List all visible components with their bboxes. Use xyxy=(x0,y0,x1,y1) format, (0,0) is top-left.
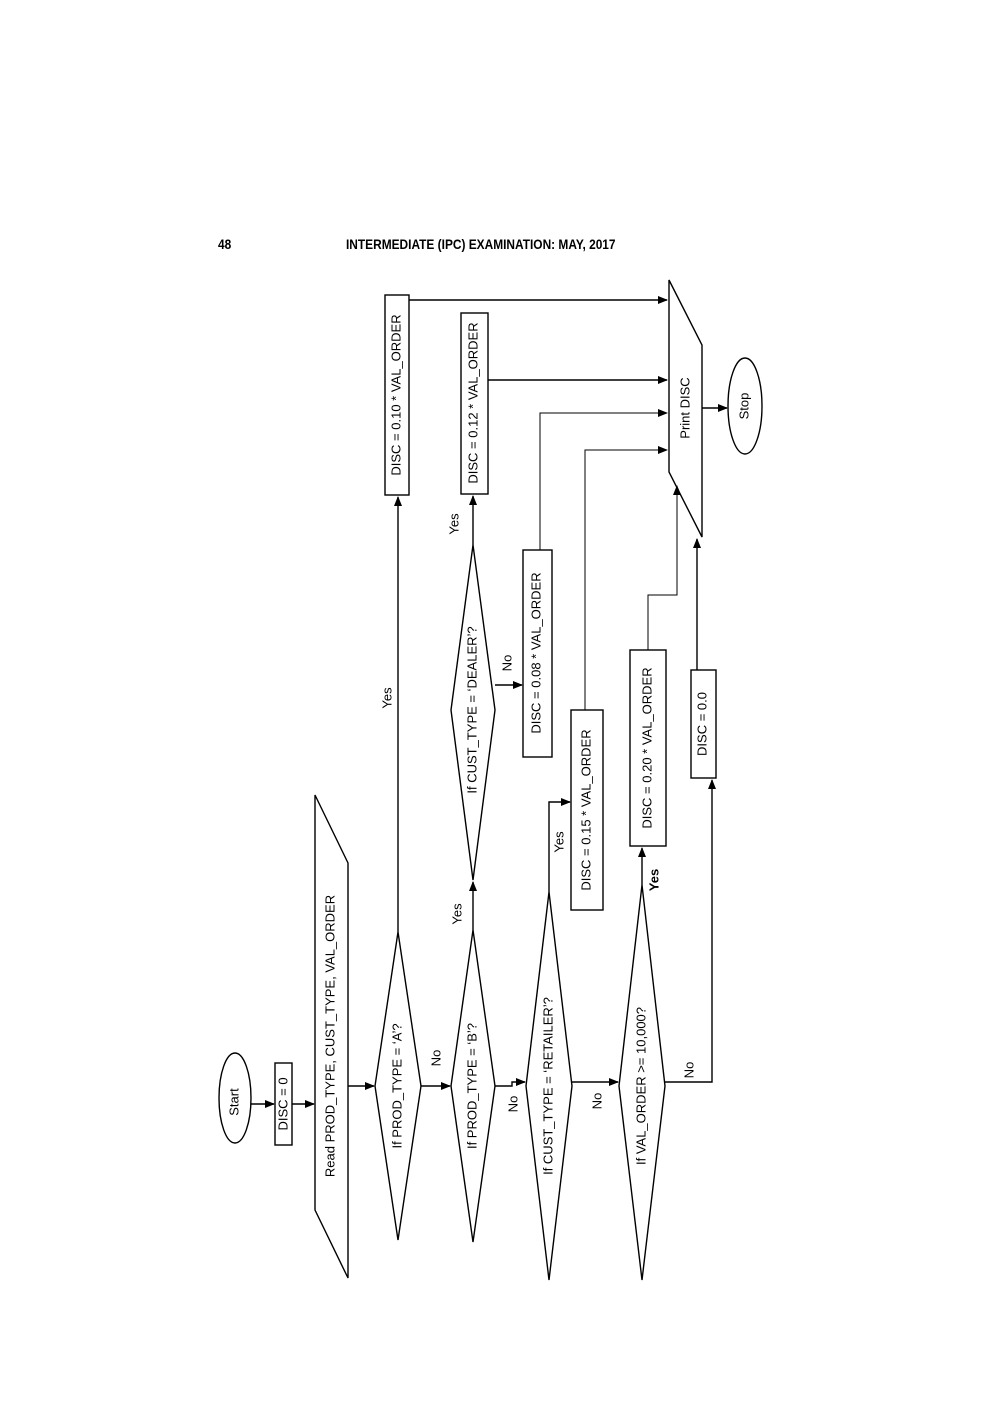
yes-label-prod-b: Yes xyxy=(449,903,465,925)
cond-prod-b-label: If PROD_TYPE = ‘B’? xyxy=(464,1022,480,1150)
disc-015-label: DISC = 0.15 * VAL_ORDER xyxy=(578,729,594,891)
disc-010-label: DISC = 0.10 * VAL_ORDER xyxy=(388,314,404,476)
yes-label-dealer: Yes xyxy=(446,513,462,535)
disc-008-label: DISC = 0.08 * VAL_ORDER xyxy=(528,572,544,734)
yes-label-retailer: Yes xyxy=(551,831,567,853)
cond-prod-a-label: If PROD_TYPE = ‘A’? xyxy=(389,1023,405,1149)
arrow-val-order-no xyxy=(665,780,712,1082)
read-label: Read PROD_TYPE, CUST_TYPE, VAL_ORDER xyxy=(322,894,338,1178)
arrow-disc-008-to-print xyxy=(540,413,667,550)
disc-020-label: DISC = 0.20 * VAL_ORDER xyxy=(639,667,655,829)
yes-label-prod-a: Yes xyxy=(379,687,395,709)
cond-retailer-label: If CUST_TYPE = ‘RETAILER’? xyxy=(540,997,556,1175)
arrow-disc-020-to-print xyxy=(648,486,677,650)
no-label-prod-b: No xyxy=(505,1095,521,1113)
page-header-title: INTERMEDIATE (IPC) EXAMINATION: MAY, 2017 xyxy=(346,236,616,252)
no-label-prod-a: No xyxy=(428,1049,444,1067)
disc-012-label: DISC = 0.12 * VAL_ORDER xyxy=(465,322,481,484)
no-label-dealer: No xyxy=(499,654,515,672)
no-label-val-order: No xyxy=(681,1061,697,1079)
cond-val-order-label: If VAL_ORDER >= 10,000? xyxy=(633,1006,649,1166)
cond-dealer-label: If CUST_TYPE = ‘DEALER’? xyxy=(464,626,480,794)
disc-00-label: DISC = 0.0 xyxy=(694,692,710,756)
start-label: Start xyxy=(226,1088,242,1116)
page-number: 48 xyxy=(218,236,232,252)
stop-label: Stop xyxy=(736,392,752,420)
init-label: DISC = 0 xyxy=(275,1077,291,1131)
arrow-prod-b-no xyxy=(495,1082,525,1086)
print-label: Print DISC xyxy=(677,377,693,439)
yes-label-val-order: Yes xyxy=(646,868,662,892)
no-label-retailer: No xyxy=(589,1092,605,1110)
